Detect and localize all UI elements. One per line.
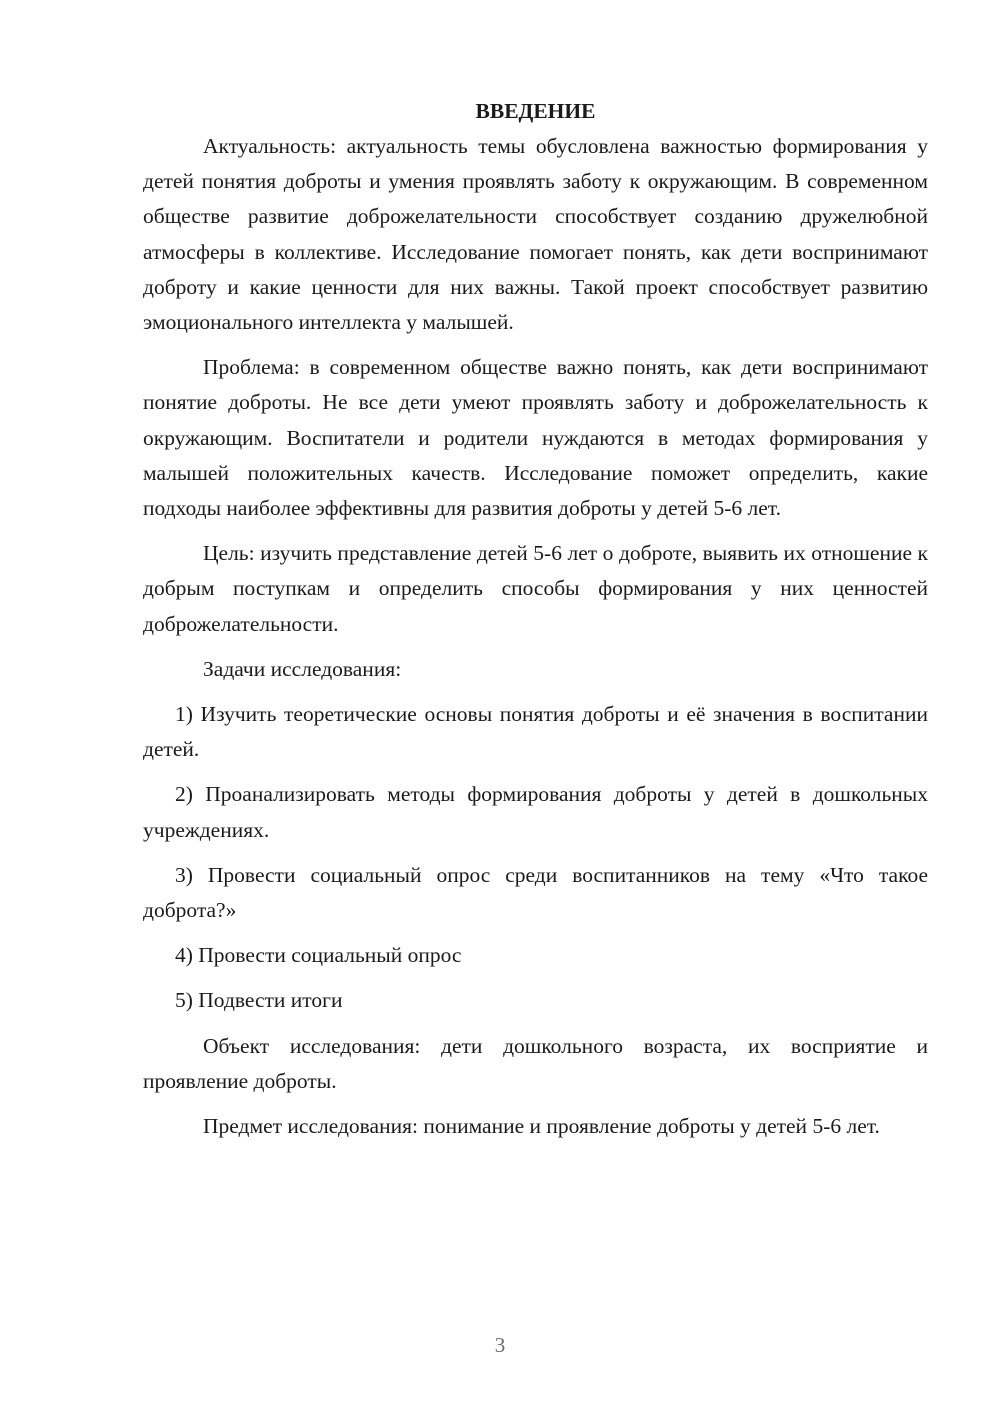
- relevance-paragraph: Актуальность: актуальность темы обусловлена важностью формирования у детей понятия доброты и умения проявлять заботу к окружающим. В современном обществе развитие доброжелательности способствует созданию дружелюбной атмосферы в коллективе. Исследование помогает понять, как дети воспринимают доброту и какие ценности для них важны. Такой проект способствует развитию эмоционального интеллекта у малышей.: [143, 134, 928, 335]
- task-item-1: 1) Изучить теоретические основы понятия доброты и её значения в воспитании детей.: [143, 702, 928, 762]
- page-number: 3: [494, 1333, 506, 1357]
- page-title: ВВЕДЕНИЕ: [475, 99, 596, 123]
- document-page: [143, 94, 928, 1144]
- subject-paragraph: Предмет исследования: понимание и проявление доброты у детей 5-6 лет.: [203, 1114, 880, 1139]
- object-paragraph: Объект исследования: дети дошкольного возраста, их восприятие и проявление доброты.: [143, 1033, 928, 1093]
- problem-paragraph: Проблема: в современном обществе важно понять, как дети воспринимают понятие доброты. Не все дети умеют проявлять заботу и доброжелательность к окружающим. Воспитатели и родители нуждаются в методах формирования у малышей положительных качеств. Исследование поможет определить, какие подходы наиболее эффективны для развития доброты у детей 5-6 лет.: [143, 355, 928, 521]
- tasks-title: Задачи исследования:: [203, 656, 402, 681]
- task-item-3: 3) Провести социальный опрос среди воспитанников на тему «Что такое доброта?»: [143, 862, 928, 923]
- task-item-4: 4) Провести социальный опрос: [175, 943, 462, 968]
- task-item-2: 2) Проанализировать методы формирования доброты у детей в дошкольных учреждениях.: [143, 782, 928, 842]
- goal-paragraph: Цель: изучить представление детей 5-6 лет о доброте, выявить их отношение к добрым поступкам и определить способы формирования у них ценностей доброжелательности.: [143, 541, 928, 636]
- task-item-5: 5) Подвести итоги: [175, 988, 343, 1013]
